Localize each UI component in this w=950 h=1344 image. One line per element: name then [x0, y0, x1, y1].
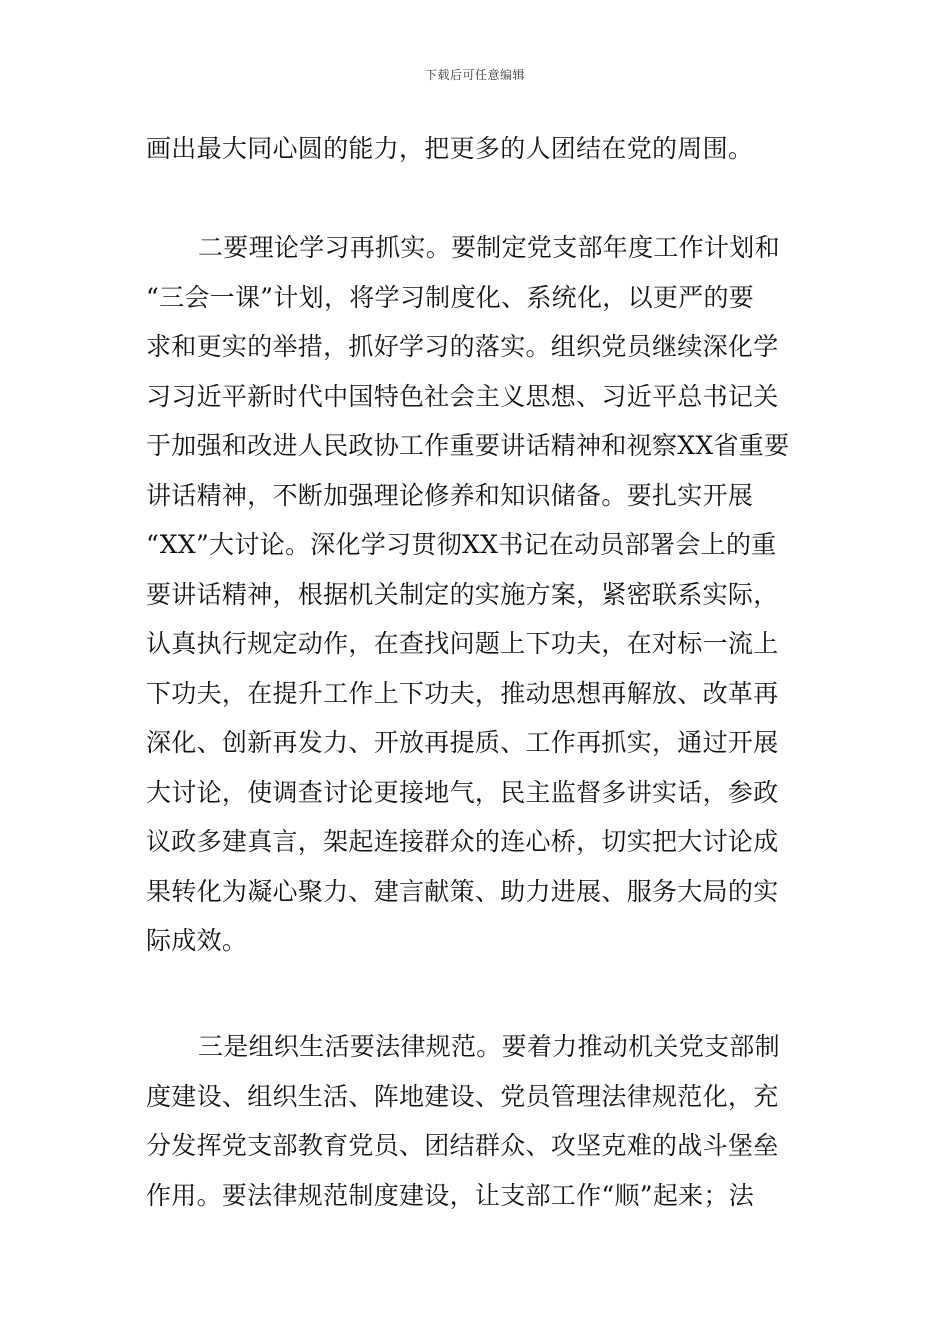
text-line: 二要理论学习再抓实。要制定党支部年度工作计划和	[198, 233, 780, 262]
text-line: 度建设、组织生活、阵地建设、党员管理法律规范化，充	[146, 1081, 779, 1111]
paragraph-continuation	[146, 124, 810, 174]
text-line: 分发挥党支部教育党员、团结群众、攻坚克难的战斗堡垒	[146, 1131, 779, 1160]
text-line: “XX”大讨论。深化学习贯彻XX书记在动员部署会上的重	[146, 530, 777, 559]
text-line: 认真执行规定动作，在查找问题上下功夫，在对标一流上	[146, 629, 779, 658]
text-line: 议政多建真言，架起连接群众的连心桥，切实把大讨论成	[146, 827, 779, 856]
text-line: 际成效。	[146, 926, 248, 955]
text-line: 要讲话精神，根据机关制定的实施方案，紧密联系实际，	[146, 579, 779, 609]
text-line: 画出最大同心圆的能力，把更多的人团结在党的周围。	[146, 134, 754, 163]
paragraph-theory-study	[146, 223, 810, 966]
text-line: 下功夫，在提升工作上下功夫，推动思想再解放、改革再	[146, 678, 779, 708]
text-line: 讲话精神，不断加强理论修养和知识储备。要扎实开展	[146, 480, 754, 510]
text-line: 大讨论，使调查讨论更接地气，民主监督多讲实话，参政	[146, 777, 779, 807]
text-line: 果转化为凝心聚力、建言献策、助力进展、服务大局的实	[146, 876, 779, 906]
text-line: 于加强和改进人民政协工作重要讲话精神和视察XX省重要	[146, 431, 790, 460]
text-line: 求和更实的举措，抓好学习的落实。组织党员继续深化学	[146, 332, 779, 361]
text-line: 三是组织生活要法律规范。要着力推动机关党支部制	[198, 1032, 780, 1061]
page-header: 下载后可任意编辑	[424, 68, 525, 82]
text-line: 习习近平新时代中国特色社会主义思想、习近平总书记关	[146, 381, 779, 411]
text-line: “三会一课”计划，将学习制度化、系统化，以更严的要	[146, 282, 755, 312]
text-line: 作用。要法律规范制度建设，让支部工作“顺”起来；法	[146, 1180, 755, 1210]
text-line: 深化、创新再发力、开放再提质、工作再抓实，通过开展	[146, 728, 779, 757]
paragraph-organization-life	[146, 1022, 810, 1220]
